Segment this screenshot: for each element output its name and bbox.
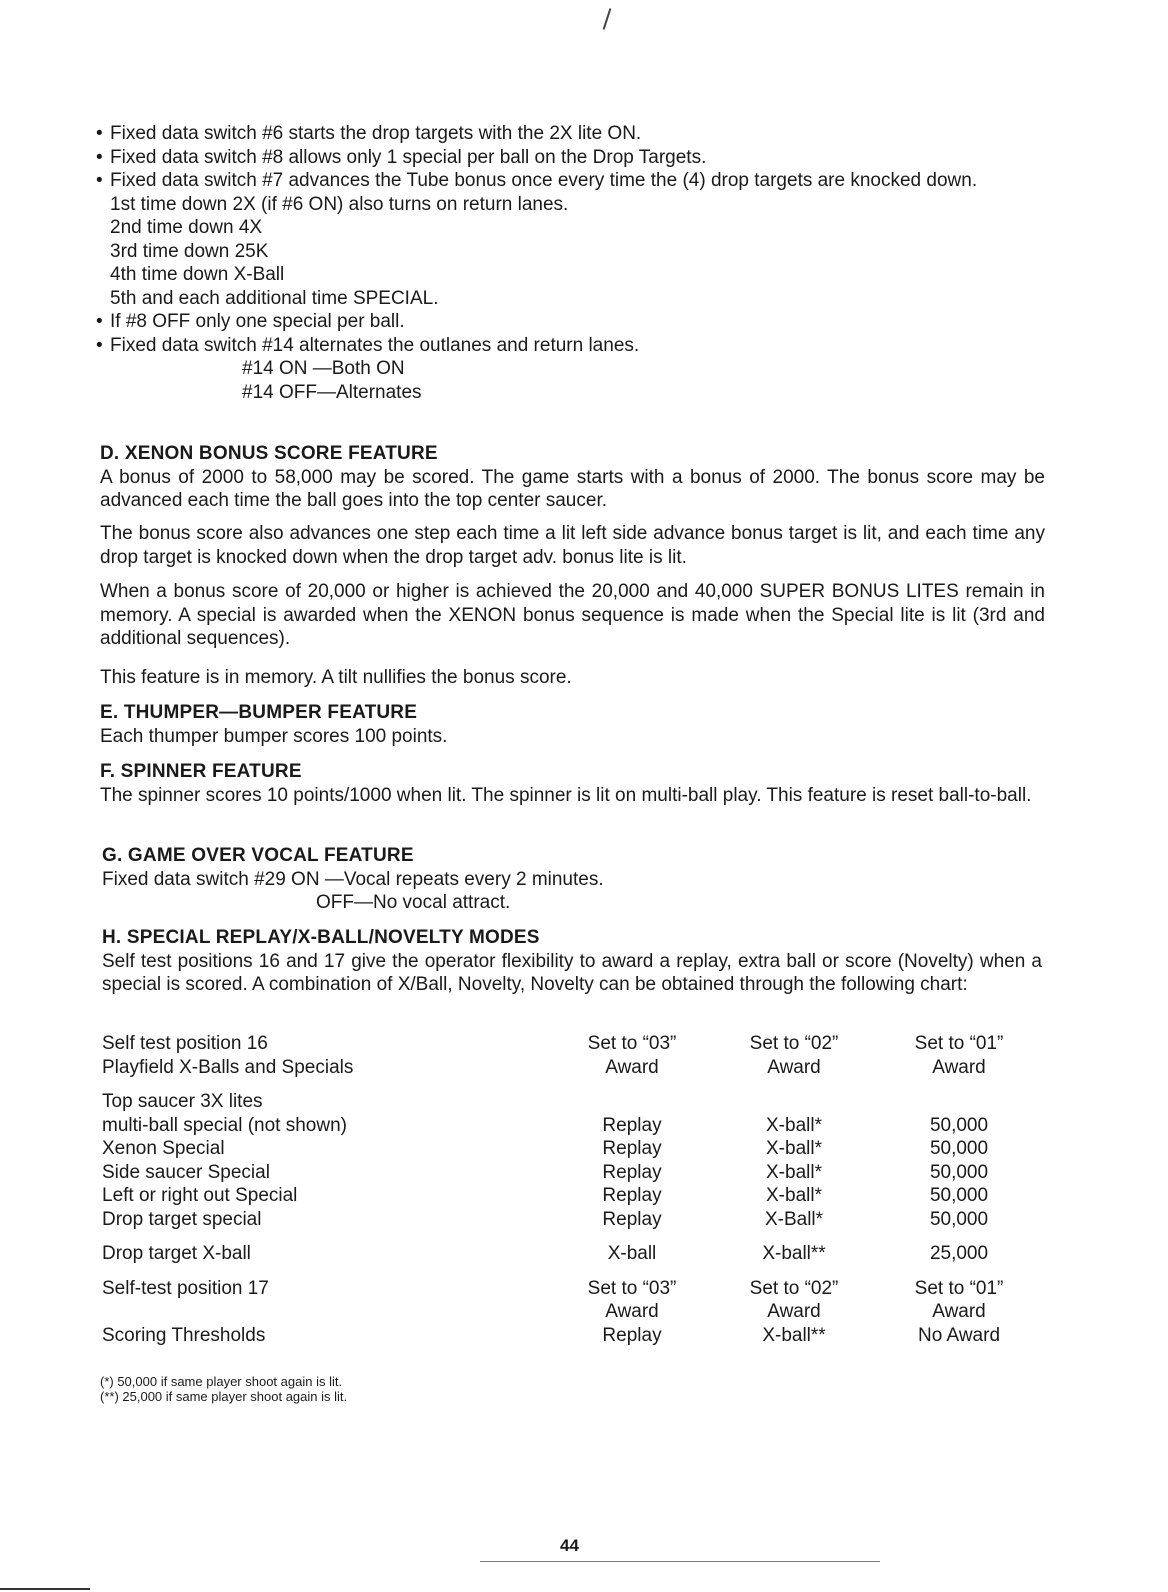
chart-col-01: No Award [917, 1324, 1001, 1346]
section-d [100, 442, 1045, 513]
tube-step: 5th and each additional time SPECIAL. [110, 287, 439, 309]
section-heading: D. XENON BONUS SCORE FEATURE [100, 443, 438, 464]
chart-col-01: 50,000 [929, 1208, 989, 1230]
section-paragraph: Self test positions 16 and 17 give the operator flexibility to award a replay, extra ball or score (Novelty) when a special is scored. A combination of X/Ball, Novelty, Novelty can be obtained through the following chart: [102, 950, 1042, 995]
tube-step: 1st time down 2X (if #6 ON) also turns on return lanes. [110, 193, 569, 215]
bullet-text: Fixed data switch #14 alternates the outlanes and return lanes. [110, 334, 640, 356]
tube-step: 4th time down X-Ball [110, 264, 285, 285]
tube-step: 3rd time down 25K [110, 240, 269, 262]
chart-label: Playfield X-Balls and Specials [102, 1056, 354, 1078]
award-chart [102, 1032, 1042, 1347]
chart-label: Self test position 16 [102, 1033, 268, 1054]
vocal-on-line: Fixed data switch #29 ON —Vocal repeats every 2 minutes. [102, 868, 604, 890]
chart-row [102, 1114, 1042, 1138]
chart-label: Xenon Special [102, 1138, 225, 1159]
chart-col-01: Set to “01” [914, 1277, 1004, 1299]
chart-label: Side saucer Special [102, 1161, 270, 1183]
footnotes [100, 1374, 347, 1404]
bullet-item [96, 169, 1046, 193]
section-heading: G. GAME OVER VOCAL FEATURE [102, 845, 414, 866]
chart-col-03: Replay [602, 1324, 662, 1346]
section-paragraph: Each thumper bumper scores 100 points. [100, 725, 448, 747]
chart-header-row [102, 1056, 1042, 1080]
chart-row [102, 1184, 1042, 1208]
vocal-off-line: OFF—No vocal attract. [316, 892, 511, 913]
bullet-dot: • [96, 146, 103, 168]
chart-col-03: Award [605, 1056, 659, 1078]
chart-col-03: Replay [602, 1138, 662, 1159]
chart-header-17 [102, 1277, 1042, 1301]
chart-col-02: X-ball* [766, 1114, 822, 1136]
chart-label: Scoring Thresholds [102, 1324, 266, 1346]
scan-line-bottom [480, 1561, 880, 1562]
chart-label: Top saucer 3X lites [102, 1091, 263, 1112]
scan-mark-bottom [0, 1588, 90, 1590]
chart-col-01: 50,000 [929, 1185, 989, 1206]
bullet-dot: • [96, 311, 103, 332]
footnote: (**) 25,000 if same player shoot again is lit. [100, 1389, 348, 1404]
bullet-item [96, 334, 1046, 358]
section-d-para2: The bonus score also advances one step each time a lit left side advance bonus target is lit, and each time any drop target is knocked down when the drop target adv. bonus lite is lit. [100, 523, 1045, 568]
chart-row [102, 1161, 1042, 1185]
chart-col-01: Award [932, 1056, 986, 1078]
switch-bullets [96, 122, 1046, 404]
section-f [100, 760, 1045, 807]
chart-label: Drop target special [102, 1208, 262, 1230]
bullet-dot: • [96, 123, 103, 144]
chart-row-thresholds [102, 1324, 1042, 1348]
section-paragraph: A bonus of 2000 to 58,000 may be scored. The game starts with a bonus of 2000. The bonus score may be advanced each time the ball goes into the top center saucer. [100, 466, 1045, 511]
chart-col-03: Replay [602, 1114, 662, 1136]
chart-col-02: X-ball** [762, 1243, 826, 1264]
section-heading: H. SPECIAL REPLAY/X-BALL/NOVELTY MODES [102, 927, 540, 948]
chart-col-02: X-ball* [766, 1138, 822, 1159]
bullet-text: Fixed data switch #6 starts the drop targets with the 2X lite ON. [110, 123, 642, 144]
chart-label: Drop target X-ball [102, 1243, 251, 1264]
chart-row [102, 1208, 1042, 1232]
chart-col-03: Replay [602, 1161, 662, 1183]
chart-col-03: X-ball [607, 1243, 657, 1264]
chart-col-03: Award [605, 1301, 659, 1322]
chart-label: multi-ball special (not shown) [102, 1114, 347, 1136]
bullet-dot: • [96, 170, 103, 191]
bullet-item [96, 146, 1046, 170]
chart-col-02: Award [767, 1056, 821, 1078]
section-e [100, 701, 1045, 748]
bullet-text: Fixed data switch #8 allows only 1 special per ball on the Drop Targets. [110, 146, 707, 168]
switch14-off: #14 OFF—Alternates [242, 381, 422, 403]
section-heading: F. SPINNER FEATURE [100, 761, 302, 782]
chart-col-03: Set to “03” [587, 1033, 677, 1054]
chart-col-03: Set to “03” [587, 1277, 677, 1299]
bullet-dot: • [96, 334, 103, 356]
bullet-item [96, 122, 1046, 146]
chart-col-03: Replay [602, 1208, 662, 1230]
chart-col-01: Set to “01” [914, 1033, 1004, 1054]
section-g [102, 844, 1047, 915]
section-paragraph: The spinner scores 10 points/1000 when lit. The spinner is lit on multi-ball play. This feature is reset ball-to-ball. [100, 784, 1032, 806]
chart-col-03: Replay [602, 1185, 662, 1206]
chart-row [102, 1137, 1042, 1161]
chart-col-02: X-Ball* [764, 1208, 824, 1230]
chart-col-02: X-ball* [766, 1161, 822, 1183]
footnote: (*) 50,000 if same player shoot again is lit. [100, 1374, 343, 1389]
bullet-item [96, 310, 1046, 334]
chart-label: Left or right out Special [102, 1185, 298, 1206]
chart-row-drop-xball [102, 1242, 1042, 1266]
bullet-text: Fixed data switch #7 advances the Tube bonus once every time the (4) drop targets are knocked down. [110, 170, 978, 191]
chart-award-17 [102, 1300, 1042, 1324]
chart-label: Self-test position 17 [102, 1277, 269, 1299]
tube-step: 2nd time down 4X [110, 217, 263, 238]
chart-col-02: Award [767, 1301, 821, 1322]
switch14-on: #14 ON —Both ON [242, 358, 405, 379]
chart-group-label [102, 1090, 1042, 1114]
bullet-text: If #8 OFF only one special per ball. [110, 311, 405, 332]
chart-col-01: 50,000 [929, 1161, 989, 1183]
chart-col-01: 50,000 [929, 1138, 989, 1159]
chart-col-02: Set to “02” [749, 1033, 839, 1054]
chart-col-02: Set to “02” [749, 1277, 839, 1299]
chart-col-02: X-ball* [766, 1185, 822, 1206]
section-h [102, 926, 1042, 997]
section-d-para3: When a bonus score of 20,000 or higher is achieved the 20,000 and 40,000 SUPER BONUS LITES remain in memory. A special is awarded when the XENON bonus sequence is made when the Special lite is lit (3rd and additional sequences). [100, 581, 1045, 649]
chart-col-01: 50,000 [929, 1114, 989, 1136]
section-d-para4: This feature is in memory. A tilt nullifies the bonus score. [100, 667, 572, 688]
section-heading: E. THUMPER—BUMPER FEATURE [100, 702, 418, 723]
page-number: 44 [560, 1536, 579, 1555]
chart-col-01: Award [932, 1301, 986, 1322]
chart-header-row [102, 1032, 1042, 1056]
chart-col-02: X-ball** [762, 1324, 826, 1346]
scan-mark-top [603, 8, 612, 30]
chart-col-01: 25,000 [929, 1243, 989, 1264]
